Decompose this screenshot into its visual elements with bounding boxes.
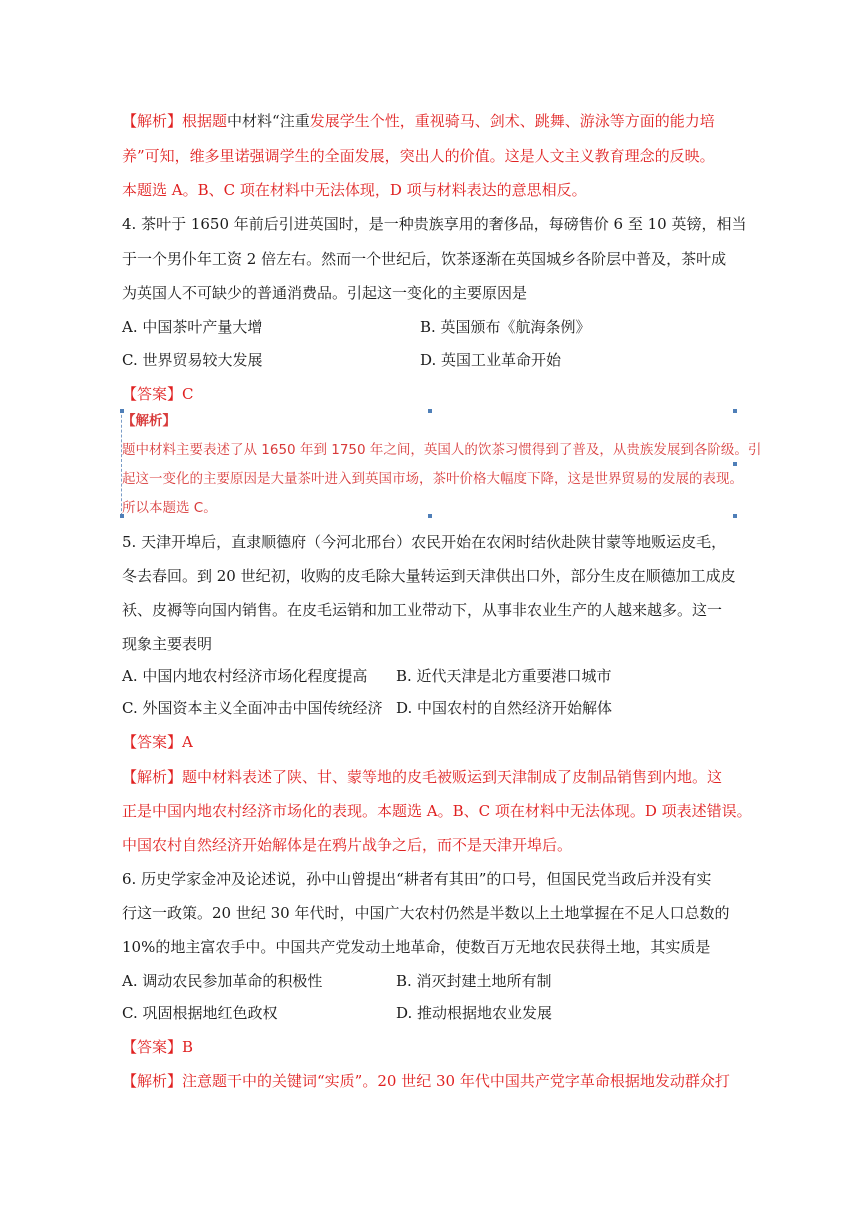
q5-stem-line-4: 现象主要表明 bbox=[122, 635, 213, 653]
answer-tag: 【答案】 bbox=[122, 385, 183, 403]
q3-analysis-line-3: 本题选 A。B、C 项在材料中无法体现，D 项与材料表达的意思相反。 bbox=[122, 181, 587, 199]
q4-option-d: D. 英国工业革命开始 bbox=[420, 351, 562, 369]
q5-analysis-line-3: 中国农村自然经济开始解体是在鸦片战争之后，而不是天津开埠后。 bbox=[122, 836, 573, 854]
q4-option-a: A. 中国茶叶产量大增 bbox=[122, 318, 263, 336]
q6-answer-line bbox=[122, 1037, 193, 1057]
q6-stem-line-3: 10%的地主富农手中。中国共产党发动土地革命，使数百万无地农民获得土地，其实质是 bbox=[122, 938, 711, 956]
answer-value: C bbox=[182, 385, 194, 403]
q5-stem-line-1: 5. 天津开埠后，直隶顺德府（今河北邢台）农民开始在农闲时结伙赴陕甘蒙等地贩运皮毛， bbox=[122, 533, 727, 551]
resize-handle-top-middle[interactable] bbox=[428, 409, 432, 413]
q6-option-a: A. 调动农民参加革命的积极性 bbox=[122, 972, 323, 990]
analysis-tag: 【解析】 bbox=[122, 112, 183, 130]
q4-stem-line-3: 为英国人不可缺少的普通消费品。引起这一变化的主要原因是 bbox=[122, 284, 528, 302]
q5-stem-line-2: 冬去春回。到 20 世纪初，收购的皮毛除大量转运到天津供出口外，部分生皮在顺德加工成皮 bbox=[122, 567, 736, 585]
q5-answer-line bbox=[122, 732, 193, 752]
answer-value: B bbox=[182, 1038, 194, 1056]
textbox-analysis-line-2: 起这一变化的主要原因是大量茶叶进入到英国市场，茶叶价格大幅度下降，这是世界贸易的发展的表现。 bbox=[122, 471, 743, 487]
resize-handle-middle-right[interactable] bbox=[733, 462, 737, 466]
textbox-analysis-line-1: 题中材料主要表述了从 1650 年到 1750 年之间，英国人的饮茶习惯得到了普及，从贵族发展到各阶级。引 bbox=[122, 442, 762, 458]
q5-analysis-line-2: 正是中国内地农村经济市场化的表现。本题选 A。B、C 项在材料中无法体现。D 项表述错误。 bbox=[122, 802, 752, 820]
answer-tag: 【答案】 bbox=[122, 1038, 183, 1056]
q5-option-c: C. 外国资本主义全面冲击中国传统经济 bbox=[122, 699, 383, 717]
q6-stem-line-2: 行这一政策。20 世纪 30 年代时，中国广大农村仍然是半数以上土地掌握在不足人口总数的 bbox=[122, 904, 730, 922]
q6-analysis-line-1: 【解析】注意题干中的关键词“实质”。20 世纪 30 年代中国共产党字革命根据地发动群众打 bbox=[122, 1072, 730, 1090]
resize-handle-bottom-middle[interactable] bbox=[428, 514, 432, 518]
q4-stem-line-2: 于一个男仆年工资 2 倍左右。然而一个世纪后，饮茶逐渐在英国城乡各阶层中普及，茶叶成 bbox=[122, 250, 727, 268]
q5-analysis-line-1: 【解析】题中材料表述了陕、甘、蒙等地的皮毛被贩运到天津制成了皮制品销售到内地。这 bbox=[122, 768, 723, 786]
analysis-tag: 【解析】 bbox=[122, 1072, 183, 1090]
q3-analysis-line-1: 【解析】根据题中材料“注重发展学生个性，重视骑马、剑术、跳舞、游泳等方面的能力培 bbox=[122, 112, 715, 130]
q4-answer-line bbox=[122, 384, 194, 404]
textbox-analysis-line-3: 所以本题选 C。 bbox=[122, 500, 217, 516]
textbox-analysis-tag: 【解析】 bbox=[122, 413, 176, 429]
q6-stem-line-1: 6. 历史学家金冲及论述说，孙中山曾提出“耕者有其田”的口号，但国民党当政后并没有实 bbox=[122, 870, 712, 888]
q6-option-b: B. 消灭封建土地所有制 bbox=[396, 972, 552, 990]
q5-option-a: A. 中国内地农村经济市场化程度提高 bbox=[122, 667, 368, 685]
answer-value: A bbox=[182, 733, 193, 751]
q6-option-d: D. 推动根据地农业发展 bbox=[396, 1004, 553, 1022]
answer-tag: 【答案】 bbox=[122, 733, 183, 751]
q4-option-b: B. 英国颁布《航海条例》 bbox=[420, 318, 591, 336]
q4-option-c: C. 世界贸易较大发展 bbox=[122, 351, 263, 369]
q5-option-b: B. 近代天津是北方重要港口城市 bbox=[396, 667, 612, 685]
resize-handle-top-right[interactable] bbox=[733, 409, 737, 413]
q3-analysis-line-2: 养”可知，维多里诺强调学生的全面发展，突出人的价值。这是人文主义教育理念的反映。 bbox=[122, 147, 715, 165]
q5-option-d: D. 中国农村的自然经济开始解体 bbox=[396, 699, 613, 717]
analysis-tag: 【解析】 bbox=[122, 768, 183, 786]
q5-stem-line-3: 袄、皮褥等向国内销售。在皮毛运销和加工业带动下，从事非农业生产的人越来越多。这一 bbox=[122, 601, 723, 619]
q6-option-c: C. 巩固根据地红色政权 bbox=[122, 1004, 278, 1022]
resize-handle-bottom-right[interactable] bbox=[733, 514, 737, 518]
q4-stem-line-1: 4. 茶叶于 1650 年前后引进英国时，是一种贵族享用的奢侈品，每磅售价 6 至 10 英镑，相当 bbox=[122, 215, 747, 233]
